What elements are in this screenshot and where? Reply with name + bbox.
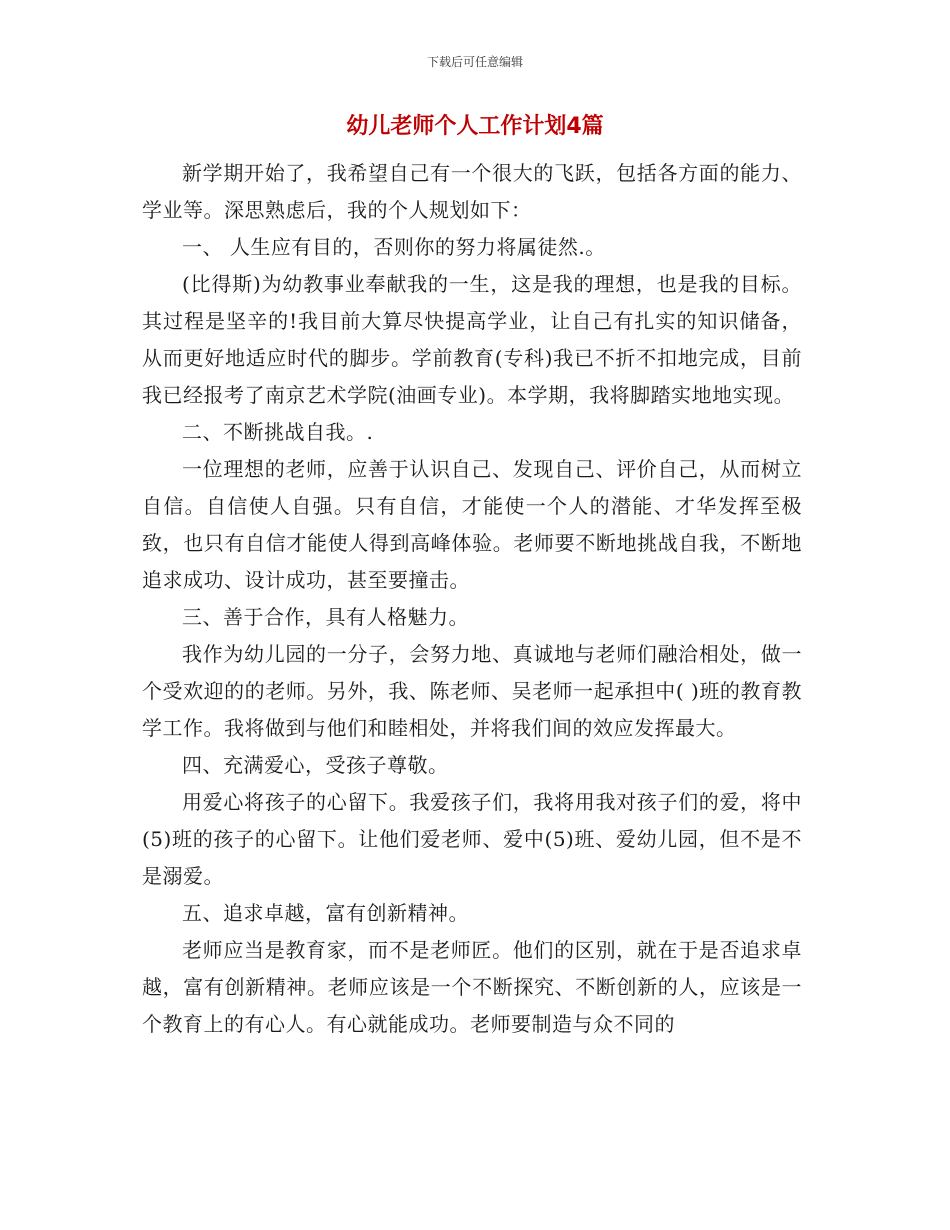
section-heading: 一、 人生应有目的，否则你的努力将属徒然.。 bbox=[182, 235, 606, 259]
paragraph: 老师应当是教育家，而不是老师匠。他们的区别，就在于是否追求卓越，富有创新精神。老师应该是一个不断探究、不断创新的人，应该是一个教育上的有心人。有心就能成功。老师要制造与众不同的 bbox=[142, 938, 802, 1036]
section-heading: 五、追求卓越，富有创新精神。 bbox=[182, 901, 469, 925]
paragraph: 用爱心将孩子的心留下。我爱孩子们，我将用我对孩子们的爱，将中(5)班的孩子的心留下。让他们爱老师、爱中(5)班、爱幼儿园，但不是不是溺爱。 bbox=[142, 790, 802, 888]
header-note: 下载后可任意编辑 bbox=[426, 55, 523, 69]
paragraph: 新学期开始了，我希望自己有一个很大的飞跃，包括各方面的能力、学业等。深思熟虑后，我的个人规划如下： bbox=[142, 161, 802, 222]
section-heading: 四、充满爱心，受孩子尊敬。 bbox=[182, 753, 449, 777]
section-heading: 二、不断挑战自我。. bbox=[182, 420, 374, 444]
document-title: 幼儿老师个人工作计划4篇 bbox=[346, 114, 604, 139]
paragraph: 一位理想的老师，应善于认识自己、发现自己、评价自己，从而树立自信。自信使人自强。只有自信，才能使一个人的潜能、才华发挥至极致，也只有自信才能使人得到高峰体验。老师要不断地挑战自我，不断地追求成功、设计成功，甚至要撞击。 bbox=[142, 457, 802, 592]
section-heading: 三、善于合作，具有人格魅力。 bbox=[182, 605, 469, 629]
paragraph: (比得斯)为幼教事业奉献我的一生，这是我的理想，也是我的目标。其过程是坚辛的!我目前大算尽快提高学业，让自己有扎实的知识储备，从而更好地适应时代的脚步。学前教育(专科)我已不折不扣地完成，目前我已经报考了南京艺术学院(油画专业)。本学期，我将脚踏实地地实现。 bbox=[142, 272, 802, 407]
document-body bbox=[142, 155, 802, 1043]
paragraph: 我作为幼儿园的一分子，会努力地、真诚地与老师们融洽相处，做一个受欢迎的的老师。另外，我、陈老师、吴老师一起承担中( )班的教育教学工作。我将做到与他们和睦相处，并将我们间的效应发挥最大。 bbox=[142, 642, 802, 740]
